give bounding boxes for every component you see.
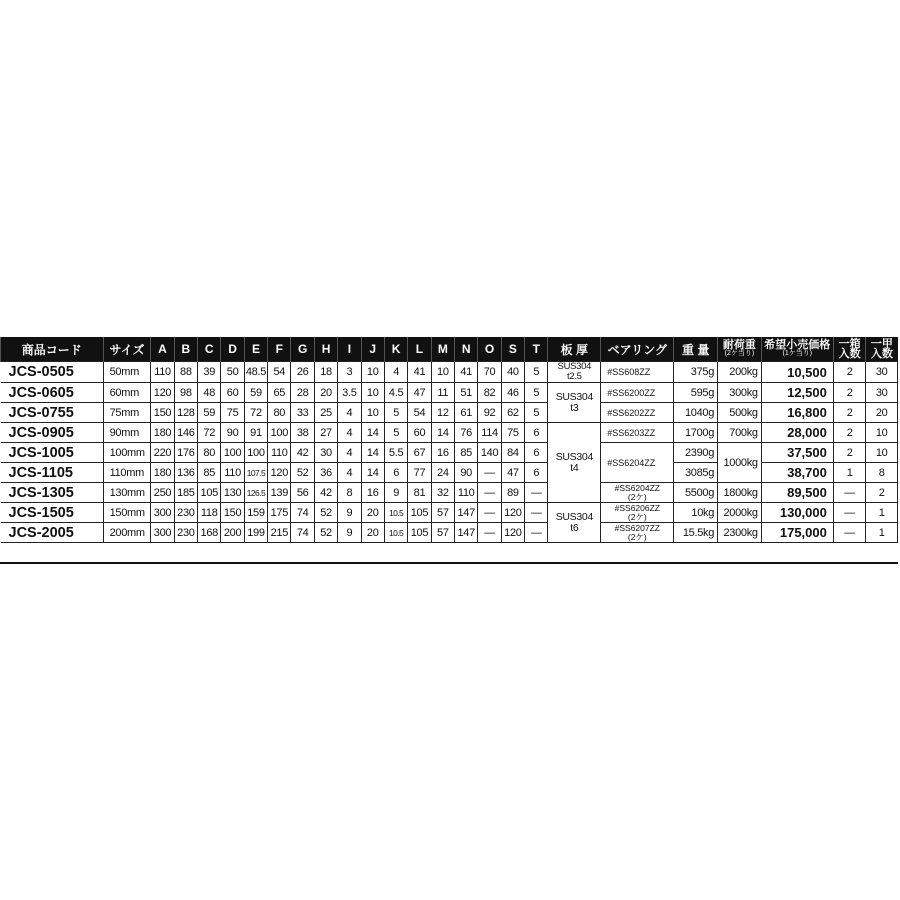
material-cell xyxy=(548,503,601,543)
header-m: M xyxy=(431,337,454,362)
dim-o: 140 xyxy=(478,443,501,463)
dim-k: 4.5 xyxy=(384,383,407,403)
header-b: B xyxy=(174,337,197,362)
dim-i: 8 xyxy=(338,483,361,503)
dim-e: 100 xyxy=(244,443,267,463)
dim-d: 150 xyxy=(221,503,244,523)
dim-b: 128 xyxy=(174,403,197,423)
case-qty-cell: 30 xyxy=(866,362,898,383)
dim-g: 28 xyxy=(291,383,314,403)
dim-o: 70 xyxy=(478,362,501,383)
header-box-top: 一箱 xyxy=(838,338,861,350)
dim-n: 147 xyxy=(455,503,478,523)
dim-i: 4 xyxy=(338,423,361,443)
header-f: F xyxy=(268,337,291,362)
price-cell: 38,700 xyxy=(761,463,833,483)
box-qty-cell: 2 xyxy=(833,443,866,463)
dim-b: 185 xyxy=(174,483,197,503)
dim-b: 230 xyxy=(174,503,197,523)
load-cell: 1000kg xyxy=(718,443,762,483)
header-load-sub: (2ケ当り) xyxy=(724,350,755,357)
header-k: K xyxy=(384,337,407,362)
dim-n: 85 xyxy=(455,443,478,463)
header-s: S xyxy=(501,337,524,362)
bearing-qty: (2ケ) xyxy=(627,531,647,542)
header-case-bottom: 入数 xyxy=(870,348,893,360)
dim-s: 62 xyxy=(501,403,524,423)
dim-f: 175 xyxy=(268,503,291,523)
header-size: サイズ xyxy=(103,337,151,362)
header-d: D xyxy=(221,337,244,362)
dim-l: 105 xyxy=(408,523,431,543)
product-code: JCS-0505 xyxy=(1,362,104,383)
dim-s: 47 xyxy=(501,463,524,483)
price-cell: 10,500 xyxy=(761,362,833,383)
dim-t: 6 xyxy=(525,463,548,483)
dim-k: 10.5 xyxy=(384,523,407,543)
case-qty-cell: 1 xyxy=(866,503,898,523)
product-code: JCS-1005 xyxy=(1,443,104,463)
dim-f: 139 xyxy=(268,483,291,503)
weight-cell: 2390g xyxy=(674,443,718,463)
dim-l: 81 xyxy=(408,483,431,503)
dim-n: 76 xyxy=(455,423,478,443)
bearing-qty: (2ケ) xyxy=(627,511,647,522)
dim-f: 65 xyxy=(268,383,291,403)
dim-f: 80 xyxy=(268,403,291,423)
box-qty-cell: — xyxy=(833,503,866,523)
header-box-qty xyxy=(833,337,866,362)
dim-l: 47 xyxy=(408,383,431,403)
dim-e: 59 xyxy=(244,383,267,403)
dim-l: 105 xyxy=(408,503,431,523)
header-l: L xyxy=(408,337,431,362)
product-code: JCS-1105 xyxy=(1,463,104,483)
dim-g: 26 xyxy=(291,362,314,383)
dim-h: 25 xyxy=(314,403,337,423)
size-cell: 130mm xyxy=(103,483,151,503)
dim-o: 114 xyxy=(478,423,501,443)
table-row xyxy=(1,443,898,463)
dim-o: — xyxy=(478,503,501,523)
dim-a: 180 xyxy=(151,423,174,443)
bearing-model: #SS6207ZZ xyxy=(614,522,660,533)
dim-b: 146 xyxy=(174,423,197,443)
dim-c: 80 xyxy=(198,443,221,463)
dim-f: 110 xyxy=(268,443,291,463)
dim-k: 10.5 xyxy=(384,503,407,523)
dim-m: 12 xyxy=(431,403,454,423)
dim-h: 27 xyxy=(314,423,337,443)
price-cell: 12,500 xyxy=(761,383,833,403)
case-qty-cell: 20 xyxy=(866,403,898,423)
table-row xyxy=(1,503,898,523)
material-grade: SUS304 xyxy=(555,450,593,463)
dim-o: — xyxy=(478,463,501,483)
dim-h: 20 xyxy=(314,383,337,403)
dim-e: 91 xyxy=(244,423,267,443)
product-code: JCS-0605 xyxy=(1,383,104,403)
dim-s: 84 xyxy=(501,443,524,463)
load-cell: 1800kg xyxy=(718,483,762,503)
dim-t: 6 xyxy=(525,443,548,463)
dim-a: 120 xyxy=(151,383,174,403)
case-qty-cell: 2 xyxy=(866,483,898,503)
dim-g: 33 xyxy=(291,403,314,423)
dim-i: 3.5 xyxy=(338,383,361,403)
dim-k: 5.5 xyxy=(384,443,407,463)
dim-h: 30 xyxy=(314,443,337,463)
dim-e: 48.5 xyxy=(244,362,267,383)
size-cell: 60mm xyxy=(103,383,151,403)
dim-n: 51 xyxy=(455,383,478,403)
dim-k: 5 xyxy=(384,403,407,423)
dim-b: 136 xyxy=(174,463,197,483)
dim-a: 110 xyxy=(151,362,174,383)
material-thickness: t4 xyxy=(570,461,579,474)
header-weight: 重 量 xyxy=(674,337,718,362)
size-cell: 150mm xyxy=(103,503,151,523)
weight-cell: 595g xyxy=(674,383,718,403)
dim-j: 10 xyxy=(361,362,384,383)
header-price xyxy=(761,337,833,362)
spec-table xyxy=(0,337,898,543)
header-case-qty xyxy=(866,337,898,362)
case-qty-cell: 1 xyxy=(866,523,898,543)
dim-d: 90 xyxy=(221,423,244,443)
dim-i: 9 xyxy=(338,523,361,543)
header-o: O xyxy=(478,337,501,362)
dim-l: 54 xyxy=(408,403,431,423)
dim-j: 14 xyxy=(361,423,384,443)
dim-l: 60 xyxy=(408,423,431,443)
dim-e: 159 xyxy=(244,503,267,523)
bearing-model: #SS6206ZZ xyxy=(614,502,660,513)
dim-o: — xyxy=(478,483,501,503)
dim-i: 9 xyxy=(338,503,361,523)
table-row xyxy=(1,362,898,383)
bearing-cell: #SS608ZZ xyxy=(601,362,674,383)
dim-g: 42 xyxy=(291,443,314,463)
dim-t: 5 xyxy=(525,403,548,423)
dim-h: 52 xyxy=(314,523,337,543)
dim-l: 77 xyxy=(408,463,431,483)
product-code: JCS-2005 xyxy=(1,523,104,543)
dim-c: 105 xyxy=(198,483,221,503)
size-cell: 100mm xyxy=(103,443,151,463)
dim-m: 14 xyxy=(431,423,454,443)
header-row xyxy=(1,337,898,362)
dim-k: 6 xyxy=(384,463,407,483)
dim-k: 5 xyxy=(384,423,407,443)
dim-j: 14 xyxy=(361,443,384,463)
load-cell: 300kg xyxy=(718,383,762,403)
header-code: 商品コード xyxy=(1,337,104,362)
box-qty-cell: 2 xyxy=(833,423,866,443)
dim-t: 5 xyxy=(525,383,548,403)
table-row xyxy=(1,383,898,403)
weight-cell: 10kg xyxy=(674,503,718,523)
price-cell: 89,500 xyxy=(761,483,833,503)
dim-o: 92 xyxy=(478,403,501,423)
case-qty-cell: 8 xyxy=(866,463,898,483)
dim-g: 56 xyxy=(291,483,314,503)
dim-i: 4 xyxy=(338,463,361,483)
size-cell: 200mm xyxy=(103,523,151,543)
weight-cell: 15.5kg xyxy=(674,523,718,543)
dim-a: 250 xyxy=(151,483,174,503)
dim-t: 6 xyxy=(525,423,548,443)
material-cell xyxy=(548,423,601,503)
case-qty-cell: 10 xyxy=(866,423,898,443)
dim-t: — xyxy=(525,503,548,523)
dim-j: 10 xyxy=(361,403,384,423)
table-row xyxy=(1,483,898,503)
header-material: 板 厚 xyxy=(548,337,601,362)
dim-e: 107.5 xyxy=(244,463,267,483)
bearing-cell: #SS6200ZZ xyxy=(601,383,674,403)
dim-k: 9 xyxy=(384,483,407,503)
weight-cell: 1040g xyxy=(674,403,718,423)
dim-a: 220 xyxy=(151,443,174,463)
size-cell: 110mm xyxy=(103,463,151,483)
box-qty-cell: 2 xyxy=(833,403,866,423)
dim-h: 42 xyxy=(314,483,337,503)
dim-c: 39 xyxy=(198,362,221,383)
product-code: JCS-0755 xyxy=(1,403,104,423)
dim-l: 41 xyxy=(408,362,431,383)
material-grade: SUS304 xyxy=(557,361,592,372)
dim-m: 32 xyxy=(431,483,454,503)
header-load-label: 耐荷重 xyxy=(722,339,756,351)
dim-l: 67 xyxy=(408,443,431,463)
dim-m: 57 xyxy=(431,523,454,543)
dim-b: 176 xyxy=(174,443,197,463)
size-cell: 75mm xyxy=(103,403,151,423)
dim-d: 110 xyxy=(221,463,244,483)
dim-d: 130 xyxy=(221,483,244,503)
dim-t: 5 xyxy=(525,362,548,383)
dim-s: 120 xyxy=(501,503,524,523)
dim-h: 18 xyxy=(314,362,337,383)
material-cell xyxy=(548,383,601,423)
dim-s: 75 xyxy=(501,423,524,443)
load-cell: 500kg xyxy=(718,403,762,423)
price-cell: 28,000 xyxy=(761,423,833,443)
dim-b: 88 xyxy=(174,362,197,383)
dim-c: 85 xyxy=(198,463,221,483)
dim-f: 120 xyxy=(268,463,291,483)
bearing-cell: #SS6204ZZ xyxy=(601,443,674,483)
material-grade: SUS304 xyxy=(555,510,593,523)
box-qty-cell: 2 xyxy=(833,383,866,403)
dim-s: 89 xyxy=(501,483,524,503)
dim-a: 300 xyxy=(151,503,174,523)
dim-d: 100 xyxy=(221,443,244,463)
dim-t: — xyxy=(525,523,548,543)
weight-cell: 1700g xyxy=(674,423,718,443)
dim-g: 38 xyxy=(291,423,314,443)
dim-j: 20 xyxy=(361,503,384,523)
dim-j: 20 xyxy=(361,523,384,543)
load-cell: 2000kg xyxy=(718,503,762,523)
header-e: E xyxy=(244,337,267,362)
header-price-label: 希望小売価格 xyxy=(764,339,831,351)
material-cell xyxy=(548,362,601,383)
dim-i: 4 xyxy=(338,443,361,463)
dim-g: 52 xyxy=(291,463,314,483)
load-cell: 200kg xyxy=(718,362,762,383)
material-thickness: t6 xyxy=(570,521,579,534)
header-t: T xyxy=(525,337,548,362)
box-qty-cell: — xyxy=(833,523,866,543)
product-code: JCS-1305 xyxy=(1,483,104,503)
dim-d: 50 xyxy=(221,362,244,383)
dim-e: 126.5 xyxy=(244,483,267,503)
dim-g: 74 xyxy=(291,523,314,543)
dim-a: 180 xyxy=(151,463,174,483)
header-h: H xyxy=(314,337,337,362)
header-i: I xyxy=(338,337,361,362)
product-code: JCS-0905 xyxy=(1,423,104,443)
header-bearing: ベアリング xyxy=(601,337,674,362)
bearing-cell xyxy=(601,483,674,503)
dim-t: — xyxy=(525,483,548,503)
dim-c: 48 xyxy=(198,383,221,403)
dim-m: 16 xyxy=(431,443,454,463)
material-thickness: t3 xyxy=(570,401,579,414)
size-cell: 50mm xyxy=(103,362,151,383)
dim-m: 57 xyxy=(431,503,454,523)
dim-e: 72 xyxy=(244,403,267,423)
dim-g: 74 xyxy=(291,503,314,523)
dim-d: 75 xyxy=(221,403,244,423)
dim-n: 90 xyxy=(455,463,478,483)
box-qty-cell: 2 xyxy=(833,362,866,383)
dim-n: 41 xyxy=(455,362,478,383)
bearing-qty: (2ケ) xyxy=(627,491,647,502)
dim-i: 3 xyxy=(338,362,361,383)
weight-cell: 3085g xyxy=(674,463,718,483)
dim-c: 72 xyxy=(198,423,221,443)
header-case-top: 一甲 xyxy=(870,338,893,350)
table-row xyxy=(1,523,898,543)
bearing-cell xyxy=(601,503,674,523)
price-cell: 37,500 xyxy=(761,443,833,463)
price-cell: 130,000 xyxy=(761,503,833,523)
dim-f: 54 xyxy=(268,362,291,383)
table-row xyxy=(1,423,898,443)
dim-b: 98 xyxy=(174,383,197,403)
dim-a: 150 xyxy=(151,403,174,423)
weight-cell: 375g xyxy=(674,362,718,383)
load-cell: 700kg xyxy=(718,423,762,443)
dim-s: 40 xyxy=(501,362,524,383)
header-box-bottom: 入数 xyxy=(838,348,861,360)
dim-h: 36 xyxy=(314,463,337,483)
material-grade: SUS304 xyxy=(555,390,593,403)
price-cell: 16,800 xyxy=(761,403,833,423)
table-row xyxy=(1,463,898,483)
dim-o: — xyxy=(478,523,501,543)
dim-m: 24 xyxy=(431,463,454,483)
load-cell: 2300kg xyxy=(718,523,762,543)
dim-c: 118 xyxy=(198,503,221,523)
dim-b: 230 xyxy=(174,523,197,543)
dim-d: 200 xyxy=(221,523,244,543)
dim-m: 10 xyxy=(431,362,454,383)
weight-cell: 5500g xyxy=(674,483,718,503)
dim-o: 82 xyxy=(478,383,501,403)
dim-f: 215 xyxy=(268,523,291,543)
dim-c: 59 xyxy=(198,403,221,423)
dim-j: 10 xyxy=(361,383,384,403)
dim-j: 14 xyxy=(361,463,384,483)
bearing-cell xyxy=(601,523,674,543)
header-a: A xyxy=(151,337,174,362)
case-qty-cell: 10 xyxy=(866,443,898,463)
bearing-cell: #SS6203ZZ xyxy=(601,423,674,443)
header-c: C xyxy=(198,337,221,362)
dim-k: 4 xyxy=(384,362,407,383)
dim-f: 100 xyxy=(268,423,291,443)
header-g: G xyxy=(291,337,314,362)
header-j: J xyxy=(361,337,384,362)
dim-d: 60 xyxy=(221,383,244,403)
header-n: N xyxy=(455,337,478,362)
table-row xyxy=(1,403,898,423)
dim-n: 110 xyxy=(455,483,478,503)
header-price-sub: (1ケ当り) xyxy=(782,350,813,357)
dim-n: 61 xyxy=(455,403,478,423)
product-code: JCS-1505 xyxy=(1,503,104,523)
table-bottom-rule xyxy=(0,562,898,564)
bearing-model: #SS6204ZZ xyxy=(614,482,660,493)
box-qty-cell: 1 xyxy=(833,463,866,483)
dim-j: 16 xyxy=(361,483,384,503)
box-qty-cell: — xyxy=(833,483,866,503)
dim-s: 46 xyxy=(501,383,524,403)
dim-n: 147 xyxy=(455,523,478,543)
header-load xyxy=(718,337,762,362)
dim-c: 168 xyxy=(198,523,221,543)
dim-m: 11 xyxy=(431,383,454,403)
dim-s: 120 xyxy=(501,523,524,543)
case-qty-cell: 30 xyxy=(866,383,898,403)
bearing-cell: #SS6202ZZ xyxy=(601,403,674,423)
material-thickness: t2.5 xyxy=(567,371,582,382)
dim-h: 52 xyxy=(314,503,337,523)
dim-e: 199 xyxy=(244,523,267,543)
size-cell: 90mm xyxy=(103,423,151,443)
dim-i: 4 xyxy=(338,403,361,423)
dim-a: 300 xyxy=(151,523,174,543)
price-cell: 175,000 xyxy=(761,523,833,543)
